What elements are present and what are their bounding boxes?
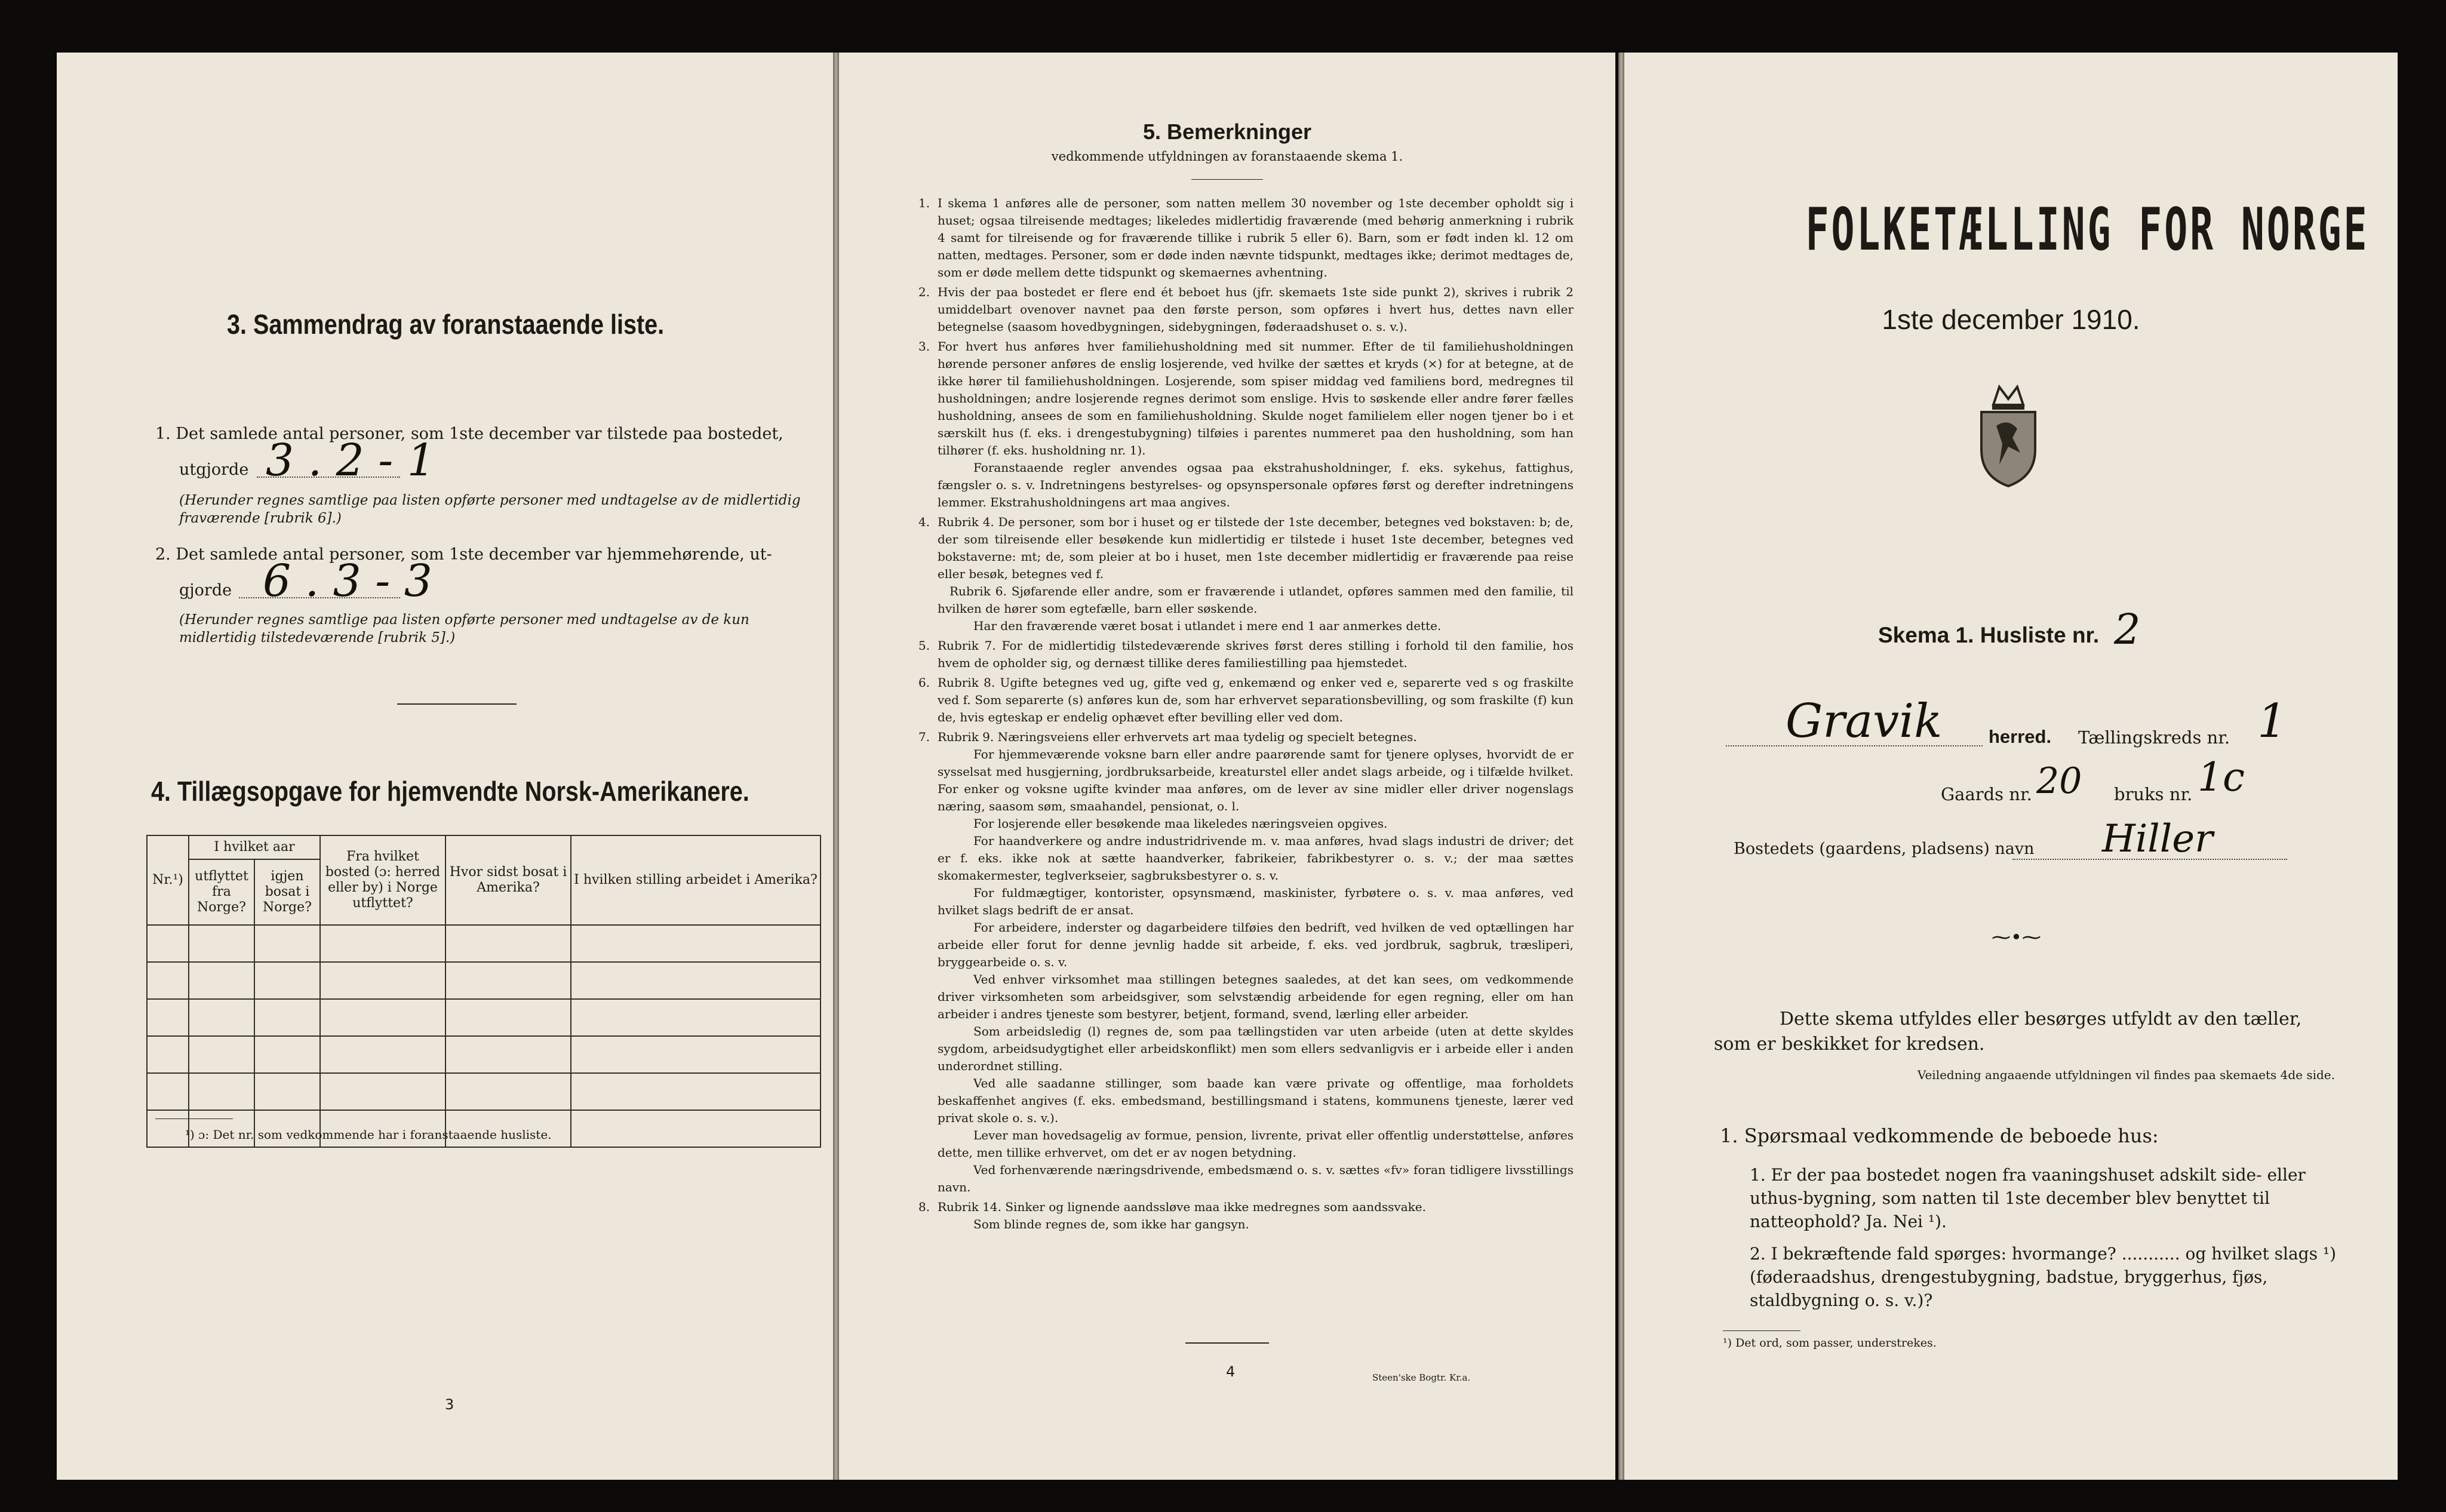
page-number: 3 xyxy=(445,1396,454,1413)
remark-item: 4. Rubrik 4. De personer, som bor i huset og er tilstede der 1ste december, betegnes ved bokstaven: b; de, der som tilreisende eller besøkende kun midlertidig er tilstede i huset 1ste december, betegnes ved bokstaverne: mt; de, som pleier at bo i huset, men 1ste december midlertidig er fraværende paa reise eller besøk, betegnes ved f. xyxy=(918,515,1574,581)
remark-item: For arbeidere, inderster og dagarbeidere tilføies den bedrift, ved hvilken de ved optællingen har arbeide eller forut for denne jevnlig hadde sit arbeide, f. eks. ved jordbruk, sagbruk, træsliperi, bryggearbeide o. s. v. xyxy=(938,920,1574,969)
page-4 xyxy=(839,53,1615,1480)
info-text: Dette skema utfyldes eller besørges utfyldt av den tæller, som er beskikket for kredsen. xyxy=(1714,1009,2302,1055)
bosted-handwritten: Hiller xyxy=(2102,817,2213,861)
remark-item: 8. Rubrik 14. Sinker og lignende aandssløve maa ikke medregnes som aandssvake. xyxy=(918,1200,1426,1214)
remark-item: Rubrik 6. Sjøfarende eller andre, som er fraværende i utlandet, opføres sammen med den familie, til hvilken de hører som egtefælle, barn eller søskende. xyxy=(938,584,1574,616)
item-1-utgjorde: utgjorde xyxy=(179,460,249,479)
herred-handwritten: Gravik xyxy=(1786,694,1943,748)
remarks-list xyxy=(918,195,1574,1233)
page-1-cover xyxy=(1624,53,2398,1480)
bruks-label: bruks nr. xyxy=(2114,784,2193,804)
printer-credit: Steen'ske Bogtr. Kr.a. xyxy=(1372,1372,1471,1383)
gaards-label: Gaards nr. xyxy=(1941,784,2032,804)
table-row xyxy=(147,962,821,999)
item-2-text: 2. Det samlede antal personer, som 1ste december var hjemmehørende, ut- xyxy=(155,545,772,564)
item-2-note: (Herunder regnes samtlige paa listen opførte personer med undtagelse av de kun midlertidig tilstedeværende [rubrik 5].) xyxy=(179,612,749,646)
ornament-icon: ⁓•⁓ xyxy=(1992,926,2041,948)
gaards-handwritten: 20 xyxy=(2036,760,2082,802)
remark-item: 5. Rubrik 7. For de midlertidig tilstedeværende skrives først deres stilling i forhold til den familie, hos hvem de opholder sig, og dernæst tillike deres familiestilling paa hjemstedet. xyxy=(918,638,1574,670)
info-small: Veiledning angaaende utfyldningen vil findes paa skemaets 4de side. xyxy=(1917,1068,2335,1082)
remark-item: Som blinde regnes de, som ikke har gangsyn. xyxy=(973,1217,1249,1231)
col-nr: Nr.¹) xyxy=(147,835,189,925)
remark-item: Ved forhenværende næringsdrivende, embedsmænd o. s. v. sættes «fv» foran tidligere livsstillings navn. xyxy=(938,1163,1574,1194)
q1-1: 1. Er der paa bostedet nogen fra vaaningshuset adskilt side- eller uthus-bygning, som natten til 1ste december blev benyttet til natteophold? Ja. Nei ¹). xyxy=(1750,1165,2306,1231)
col-igjen: igjen bosat i Norge? xyxy=(254,859,320,925)
kreds-label: Tællingskreds nr. xyxy=(2078,727,2230,748)
remark-item: For losjerende eller besøkende maa likeledes næringsveien opgives. xyxy=(973,816,1388,831)
section-4-title: 4. Tillægsopgave for hjemvendte Norsk-Amerikanere. xyxy=(151,776,749,807)
remark-item: For fuldmægtiger, kontorister, opsynsmænd, maskinister, fyrbøtere o. s. v. maa anføres, ved hvilket slags bedrift de er ansat. xyxy=(938,886,1574,917)
col-group-year: I hvilket aar xyxy=(189,835,320,859)
remark-item: Som arbeidsledig (l) regnes de, som paa tællingstiden var uten arbeide (uten at dette skyldes sygdom, arbeidsudygtighet eller arbeidskonflikt) men som ellers sedvanligvis er i arbeide eller i anden underordnet stilling. xyxy=(938,1024,1574,1073)
remark-item: Lever man hovedsagelig av formue, pension, livrente, privat eller offentlig understøttelse, anføres dette, men tillike erhvervet, om det er av nogen betydning. xyxy=(938,1128,1574,1160)
bosted-label: Bostedets (gaardens, pladsens) navn xyxy=(1734,840,2035,858)
kreds-handwritten: 1 xyxy=(2257,694,2287,748)
bruks-handwritten: 1c xyxy=(2198,754,2245,800)
item-1-note: (Herunder regnes samtlige paa listen opførte personer med undtagelse av de midlertidig fraværende [rubrik 6].) xyxy=(179,493,801,526)
table-footnote: ¹) ɔ: Det nr. som vedkommende har i foranstaaende husliste. xyxy=(185,1127,552,1142)
col-fra: Fra hvilket bosted (ɔ: herred eller by) i Norge utflyttet? xyxy=(320,835,445,925)
table-row xyxy=(147,999,821,1036)
col-hvor: Hvor sidst bosat i Amerika? xyxy=(445,835,571,925)
remark-item: For hjemmeværende voksne barn eller andre paarørende samt for tjenere oplyses, hvorvidt de er sysselsat med husgjerning, jordbruksarbeide, kreaturstel eller andet slags arbeide, og i tilfælde hvilket. For enker og voksne ugifte kvinder maa anføres, om de lever av sine midler eller driver nogenslags næring, saasom søm, smaahandel, pensionat, o. l. xyxy=(938,747,1574,813)
table-row xyxy=(147,925,821,962)
table-row xyxy=(147,1073,821,1110)
page-3 xyxy=(57,53,833,1480)
remark-item: 6. Rubrik 8. Ugifte betegnes ved ug, gifte ved g, enkemænd og enker ved e, separerte ved s og fraskilte ved f. Som separerte (s) anføres kun de, som har erhvervet separationsbevilling, og som fraskilte (f) kun de, hvis egteskap er endelig ophævet efter bevilling eller ved dom. xyxy=(918,675,1574,724)
col-stilling: I hvilken stilling arbeidet i Amerika? xyxy=(571,835,821,925)
table-row xyxy=(147,1036,821,1073)
page-number: 4 xyxy=(1226,1363,1236,1380)
item-1-text: 1. Det samlede antal personer, som 1ste december var tilstede paa bostedet, xyxy=(155,425,783,443)
section-3-title: 3. Sammendrag av foranstaaende liste. xyxy=(227,309,665,340)
item-1-handwritten: 3 . 2 - 1 xyxy=(266,435,435,486)
divider xyxy=(397,703,517,705)
remark-item: Ved enhver virksomhet maa stillingen betegnes saaledes, at det kan sees, om vedkommende driver virksomheten som arbeidsgiver, som selvstændig arbeidende for egen regning, eller om han arbeider i andres tjeneste som bestyrer, betjent, formand, svend, lærling eller arbeider. xyxy=(938,972,1574,1021)
census-date: 1ste december 1910. xyxy=(1882,304,2140,335)
remark-item: 7. Rubrik 9. Næringsveiens eller erhvervets art maa tydelig og specielt betegnes. xyxy=(918,730,1417,744)
remarks-subtitle: vedkommende utfyldningen av foranstaaende skema 1. xyxy=(1051,149,1403,164)
remark-item: 3. For hvert hus anføres hver familiehusholdning med sit nummer. Efter de til familiehusholdningen hørende personer anføres de enslig losjerende, ved hvilke der sættes et kryds (×) for at betegne, at de ikke hører til familiehusholdningen. Losjerende, som spiser middag ved familiens bord, medregnes til husholdningen; andre losjerende regnes derimot som enslige. Hvis to søskende eller andre fører fælles husholdning, ansees de som en familiehusholdning. Skulde noget familielem eller nogen tjener bo i et særskilt hus (f. eks. i drengestubygning) tilføies i parentes nummeret paa den husholdning, som han tilhører (f. eks. husholdning nr. 1). xyxy=(918,339,1574,457)
remark-item: Har den fraværende været bosat i utlandet i mere end 1 aar anmerkes dette. xyxy=(973,619,1442,633)
q1-2: 2. I bekræftende fald spørges: hvormange? ........... og hvilket slags ¹) (føderaadshus, drengestubygning, badstue, bryggerhus, fjøs, staldbygning o. s. v.)? xyxy=(1750,1244,2336,1310)
cover-footnote: ¹) Det ord, som passer, understrekes. xyxy=(1723,1336,1937,1350)
q1-title: 1. Spørsmaal vedkommende de beboede hus: xyxy=(1720,1124,2159,1147)
remark-item: Ved alle saadanne stillinger, som baade kan være private og offentlige, maa forholdets beskaffenhet angives (f. eks. embedsmand, bestillingsmand i statens, kommunens tjeneste, lærer ved privat skole o. s. v.). xyxy=(938,1076,1574,1125)
remark-item: For haandverkere og andre industridrivende m. v. maa anføres, hvad slags industri de driver; det er f. eks. ikke nok at sætte haandverker, fabrikeier, fabrikbestyrer o. s. v.; der maa sættes skomakermester, teglverkseier, sagbruksbestyrer o. s. v. xyxy=(938,834,1574,883)
item-2-handwritten: 6 . 3 - 3 xyxy=(263,555,432,607)
remark-item: 1. I skema 1 anføres alle de personer, som natten mellem 30 november og 1ste december opholdt sig i huset; ogsaa tilreisende medtages; likeledes midlertidig fraværende (med behørig anmerkning i rubrik 4 samt for tilreisende og for fraværende tillike i rubrik 5 eller 6). Barn, som er født inden kl. 12 om natten, medtages. Personer, som er døde inden nævnte tidspunkt, medtages ikke; derimot medtages de, som er døde mellem dette tidspunkt og skemaernes avhentning. xyxy=(918,196,1574,279)
remark-item: Foranstaaende regler anvendes ogsaa paa ekstrahusholdninger, f. eks. sykehus, fattighus, fængsler o. s. v. Indretningens bestyrelses- og opsynspersonale opføres først og derefter indretningens lemmer. Ekstrahusholdningens art maa angives. xyxy=(938,460,1574,509)
col-utflyttet: utflyttet fra Norge? xyxy=(189,859,254,925)
skema-label: Skema 1. Husliste nr. xyxy=(1878,623,2100,647)
norsk-amerikanere-table xyxy=(146,835,821,1148)
remark-item: 2. Hvis der paa bostedet er flere end ét beboet hus (jfr. skemaets 1ste side punkt 2), skrives i rubrik 2 umiddelbart ovenover navnet paa den første person, som opføres i hvert hus, dettes navn eller betegnelse (saasom hovedbygningen, sidebygningen, føderaadshuset o. s. v.). xyxy=(918,285,1574,334)
coat-of-arms-icon xyxy=(1975,381,2041,488)
census-title: FOLKETÆLLING FOR NORGE xyxy=(1805,196,2370,264)
remarks-title: 5. Bemerkninger xyxy=(1142,119,1312,144)
item-2-utgjorde: gjorde xyxy=(179,581,232,600)
husliste-number-handwritten: 2 xyxy=(2114,605,2141,654)
herred-label: herred. xyxy=(1989,726,2052,747)
